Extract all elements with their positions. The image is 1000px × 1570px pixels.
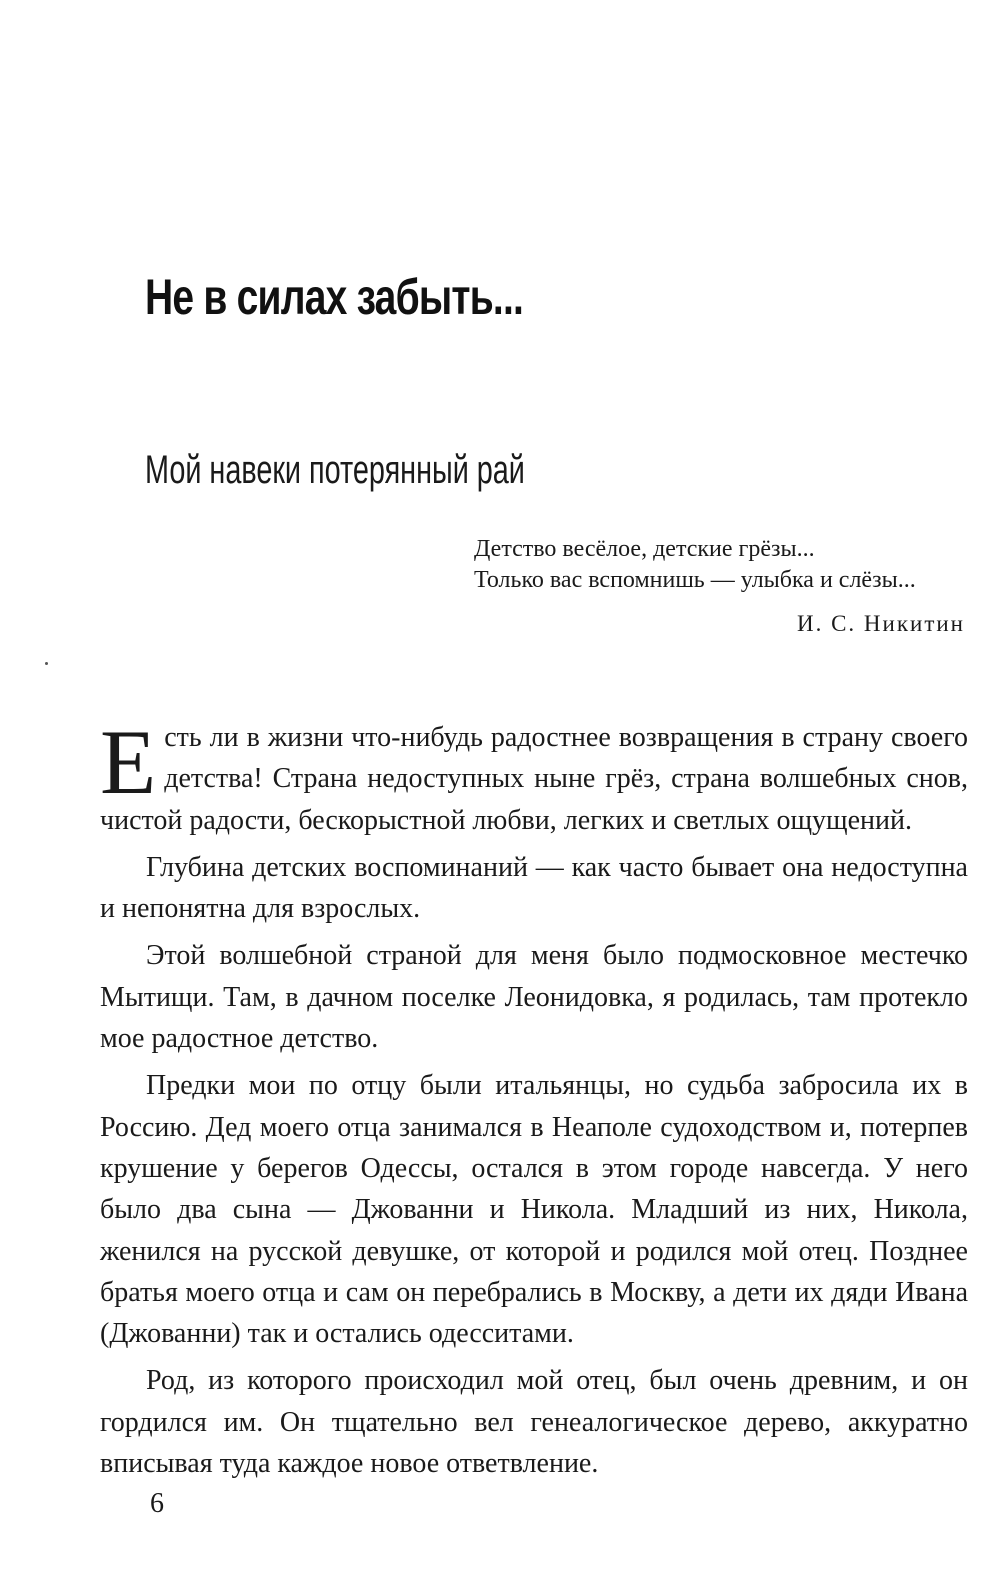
epigraph-line: Только вас вспомнишь — улыбка и слёзы...	[474, 567, 916, 593]
paragraph	[100, 711, 968, 841]
body-text	[100, 711, 968, 1490]
page-number: 6	[150, 1488, 164, 1519]
drop-cap: Е	[100, 711, 157, 813]
paragraph-text: сть ли в жизни что-нибудь радостнее возвращения в страну своего детства! Страна недоступных ныне грёз, страна волшебных снов, чистой радости, бескорыстной любви, легких и светлых ощущений.	[100, 722, 968, 836]
paragraph: Предки мои по отцу были итальянцы, но судьба забросила их в Россию. Дед моего отца занимался в Неаполе судоходством и, потерпев крушение у берегов Одессы, остался в этом городе навсегда. У него было два сына — Джованни и Никола. Младший из них, Никола, женился на русской девушке, от которой и родился мой отец. Позднее братья моего отца и сам он перебрались в Москву, а дети их дяди Ивана (Джованни) так и остались одесситами.	[100, 1070, 968, 1350]
paragraph: Этой волшебной страной для меня было подмосковное местечко Мытищи. Там, в дачном поселке Леонидовка, я родилась, там протекло мое радостное детство.	[100, 940, 968, 1055]
epigraph	[474, 534, 974, 639]
chapter-title: Не в силах забыть...	[145, 269, 524, 325]
epigraph-line: Детство весёлое, детские грёзы...	[474, 536, 815, 562]
epigraph-author: И. С. Никитин	[796, 611, 965, 636]
scan-speck	[45, 662, 48, 665]
paragraph: Род, из которого происходил мой отец, был очень древним, и он гордился им. Он тщательно вел генеалогическое дерево, аккуратно вписывая туда каждое новое ответвление.	[100, 1365, 968, 1480]
paragraph: Глубина детских воспоминаний — как часто бывает она недоступна и непонятна для взрослых.	[100, 851, 968, 925]
section-title: Мой навеки потерянный рай	[145, 448, 525, 492]
